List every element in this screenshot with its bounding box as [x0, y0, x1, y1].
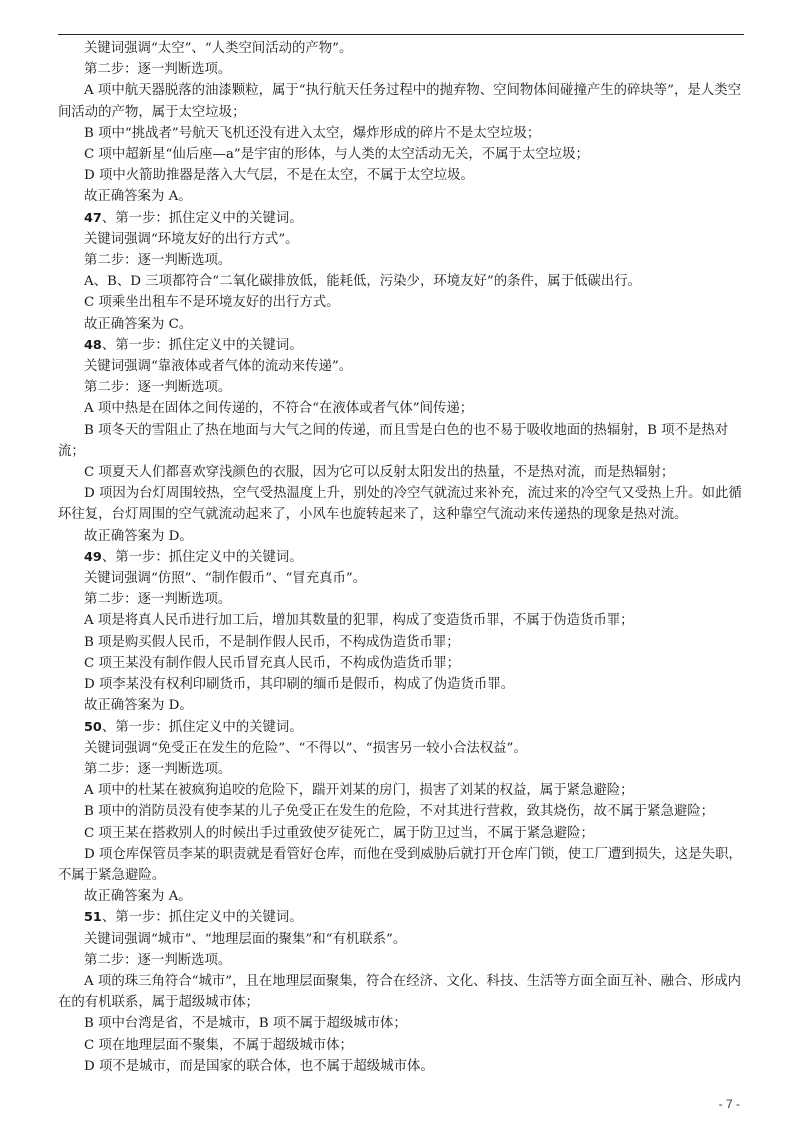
paragraph: 第二步：逐一判断选项。	[84, 62, 232, 78]
paragraph: C 项王某在搭救别人的时候出手过重致使歹徒死亡，属于防卫过当，不属于紧急避险；	[84, 825, 594, 841]
paragraph: 关键词强调“环境友好的出行方式”。	[84, 231, 299, 247]
paragraph: 第二步：逐一判断选项。	[84, 761, 232, 777]
question-heading	[58, 208, 748, 229]
question-step: 、第一步：抓住定义中的关键词。	[101, 210, 303, 226]
paragraph: A 项的珠三角符合“城市”，且在地理层面聚集，符合在经济、文化、科技、生活等方面全面互补、融合、形成内在的有机联系，属于超级城市体；	[58, 973, 741, 1011]
paragraph: C 项王某没有制作假人民币冒充真人民币，不构成伪造货币罪；	[84, 655, 461, 671]
paragraph: D 项不是城市，而是国家的联合体，也不属于超级城市体。	[84, 1058, 434, 1074]
answer-line: 故正确答案为 D。	[84, 528, 193, 544]
paragraph: 关键词强调“靠液体或者气体的流动来传递”。	[84, 359, 353, 375]
paragraph: A 项中的杜某在被疯狗追咬的危险下，踹开刘某的房门，损害了刘某的权益，属于紧急避险；	[84, 783, 634, 799]
paragraph: 关键词强调“免受正在发生的危险”、“不得以”、“损害另一较小合法权益”。	[84, 740, 527, 756]
paragraph: D 项中火箭助推器是落入大气层，不是在太空，不属于太空垃圾。	[84, 168, 474, 184]
question-number: 49	[84, 549, 102, 565]
paragraph: B 项是购买假人民币，不是制作假人民币，不构成伪造货币罪；	[84, 634, 460, 650]
paragraph: A 项中热是在固体之间传递的，不符合“在液体或者气体”间传递；	[84, 401, 474, 417]
paragraph: C 项在地理层面不聚集，不属于超级城市体；	[84, 1037, 353, 1053]
paragraph: B 项中台湾是省，不是城市，B 项不属于超级城市体；	[84, 1016, 407, 1032]
question-number: 47	[84, 210, 102, 226]
paragraph: 关键词强调“太空”、“人类空间活动的产物”。	[84, 41, 353, 56]
header-rule	[58, 34, 744, 35]
paragraph: 关键词强调“城市”、“地理层面的聚集”和“有机联系”。	[84, 931, 407, 947]
paragraph: C 项乘坐出租车不是环境友好的出行方式。	[84, 295, 340, 311]
question-step: 、第一步：抓住定义中的关键词。	[101, 910, 303, 926]
question-heading	[58, 907, 748, 928]
paragraph: 第二步：逐一判断选项。	[84, 380, 232, 396]
question-step: 、第一步：抓住定义中的关键词。	[101, 337, 303, 353]
question-heading	[58, 717, 748, 738]
question-heading	[58, 335, 748, 356]
paragraph: A、B、D 三项都符合“二氧化碳排放低，能耗低，污染少，环境友好”的条件，属于低碳出行。	[84, 274, 642, 290]
paragraph: C 项中超新星“仙后座—a”是宇宙的形体，与人类的太空活动无关，不属于太空垃圾；	[84, 147, 589, 163]
answer-line: 故正确答案为 A。	[84, 189, 192, 205]
paragraph: B 项中“挑战者”号航天飞机还没有进入太空，爆炸形成的碎片不是太空垃圾；	[84, 125, 541, 141]
paragraph: A 项是将真人民币进行加工后，增加其数量的犯罪，构成了变造货币罪，不属于伪造货币罪；	[84, 613, 634, 629]
paragraph: A 项中航天器脱落的油漆颗粒，属于“执行航天任务过程中的抛弃物、空间物体间碰撞产生的碎块等”，是人类空间活动的产物，属于太空垃圾；	[58, 83, 741, 120]
answer-line: 故正确答案为 D。	[84, 698, 193, 714]
paragraph: B 项中的消防员没有使李某的儿子免受正在发生的危险，不对其进行营救，致其烧伤，故不属于紧急避险；	[84, 804, 715, 820]
paragraph: 第二步：逐一判断选项。	[84, 253, 232, 269]
paragraph: B 项冬天的雪阻止了热在地面与大气之间的传递，而且雪是白色的也不易于吸收地面的热辐射，B 项不是热对流；	[58, 422, 729, 459]
question-heading	[58, 547, 748, 568]
paragraph: 第二步：逐一判断选项。	[84, 952, 232, 968]
paragraph: D 项李某没有权利印刷货币，其印刷的缅币是假币，构成了伪造货币罪。	[84, 677, 515, 693]
answer-line: 故正确答案为 C。	[84, 316, 193, 332]
paragraph: D 项仓库保管员李某的职责就是看管好仓库，而他在受到威胁后就打开仓库门锁，使工厂遭到损失，这是失职，不属于紧急避险。	[58, 846, 742, 883]
paragraph: 关键词强调“仿照”、“制作假币”、“冒充真币”。	[84, 571, 367, 587]
document-body	[58, 38, 748, 1077]
answer-line: 故正确答案为 A。	[84, 889, 192, 905]
question-step: 、第一步：抓住定义中的关键词。	[101, 719, 303, 735]
paragraph: D 项因为台灯周围较热，空气受热温度上升，别处的冷空气就流过来补充，流过来的冷空气又受热上升。如此循环往复，台灯周围的空气就流动起来了，小风车也旋转起来了，这种靠空气流动来传递热的现象是热对流。	[58, 486, 742, 523]
paragraph: C 项夏天人们都喜欢穿浅颜色的衣服，因为它可以反射太阳发出的热量，不是热对流，而是热辐射；	[84, 465, 675, 481]
question-step: 、第一步：抓住定义中的关键词。	[101, 549, 303, 565]
question-number: 48	[84, 337, 102, 353]
paragraph: 第二步：逐一判断选项。	[84, 592, 232, 608]
question-number: 50	[84, 719, 102, 735]
page-number: - 7 -	[718, 1097, 740, 1111]
question-number: 51	[84, 910, 102, 926]
